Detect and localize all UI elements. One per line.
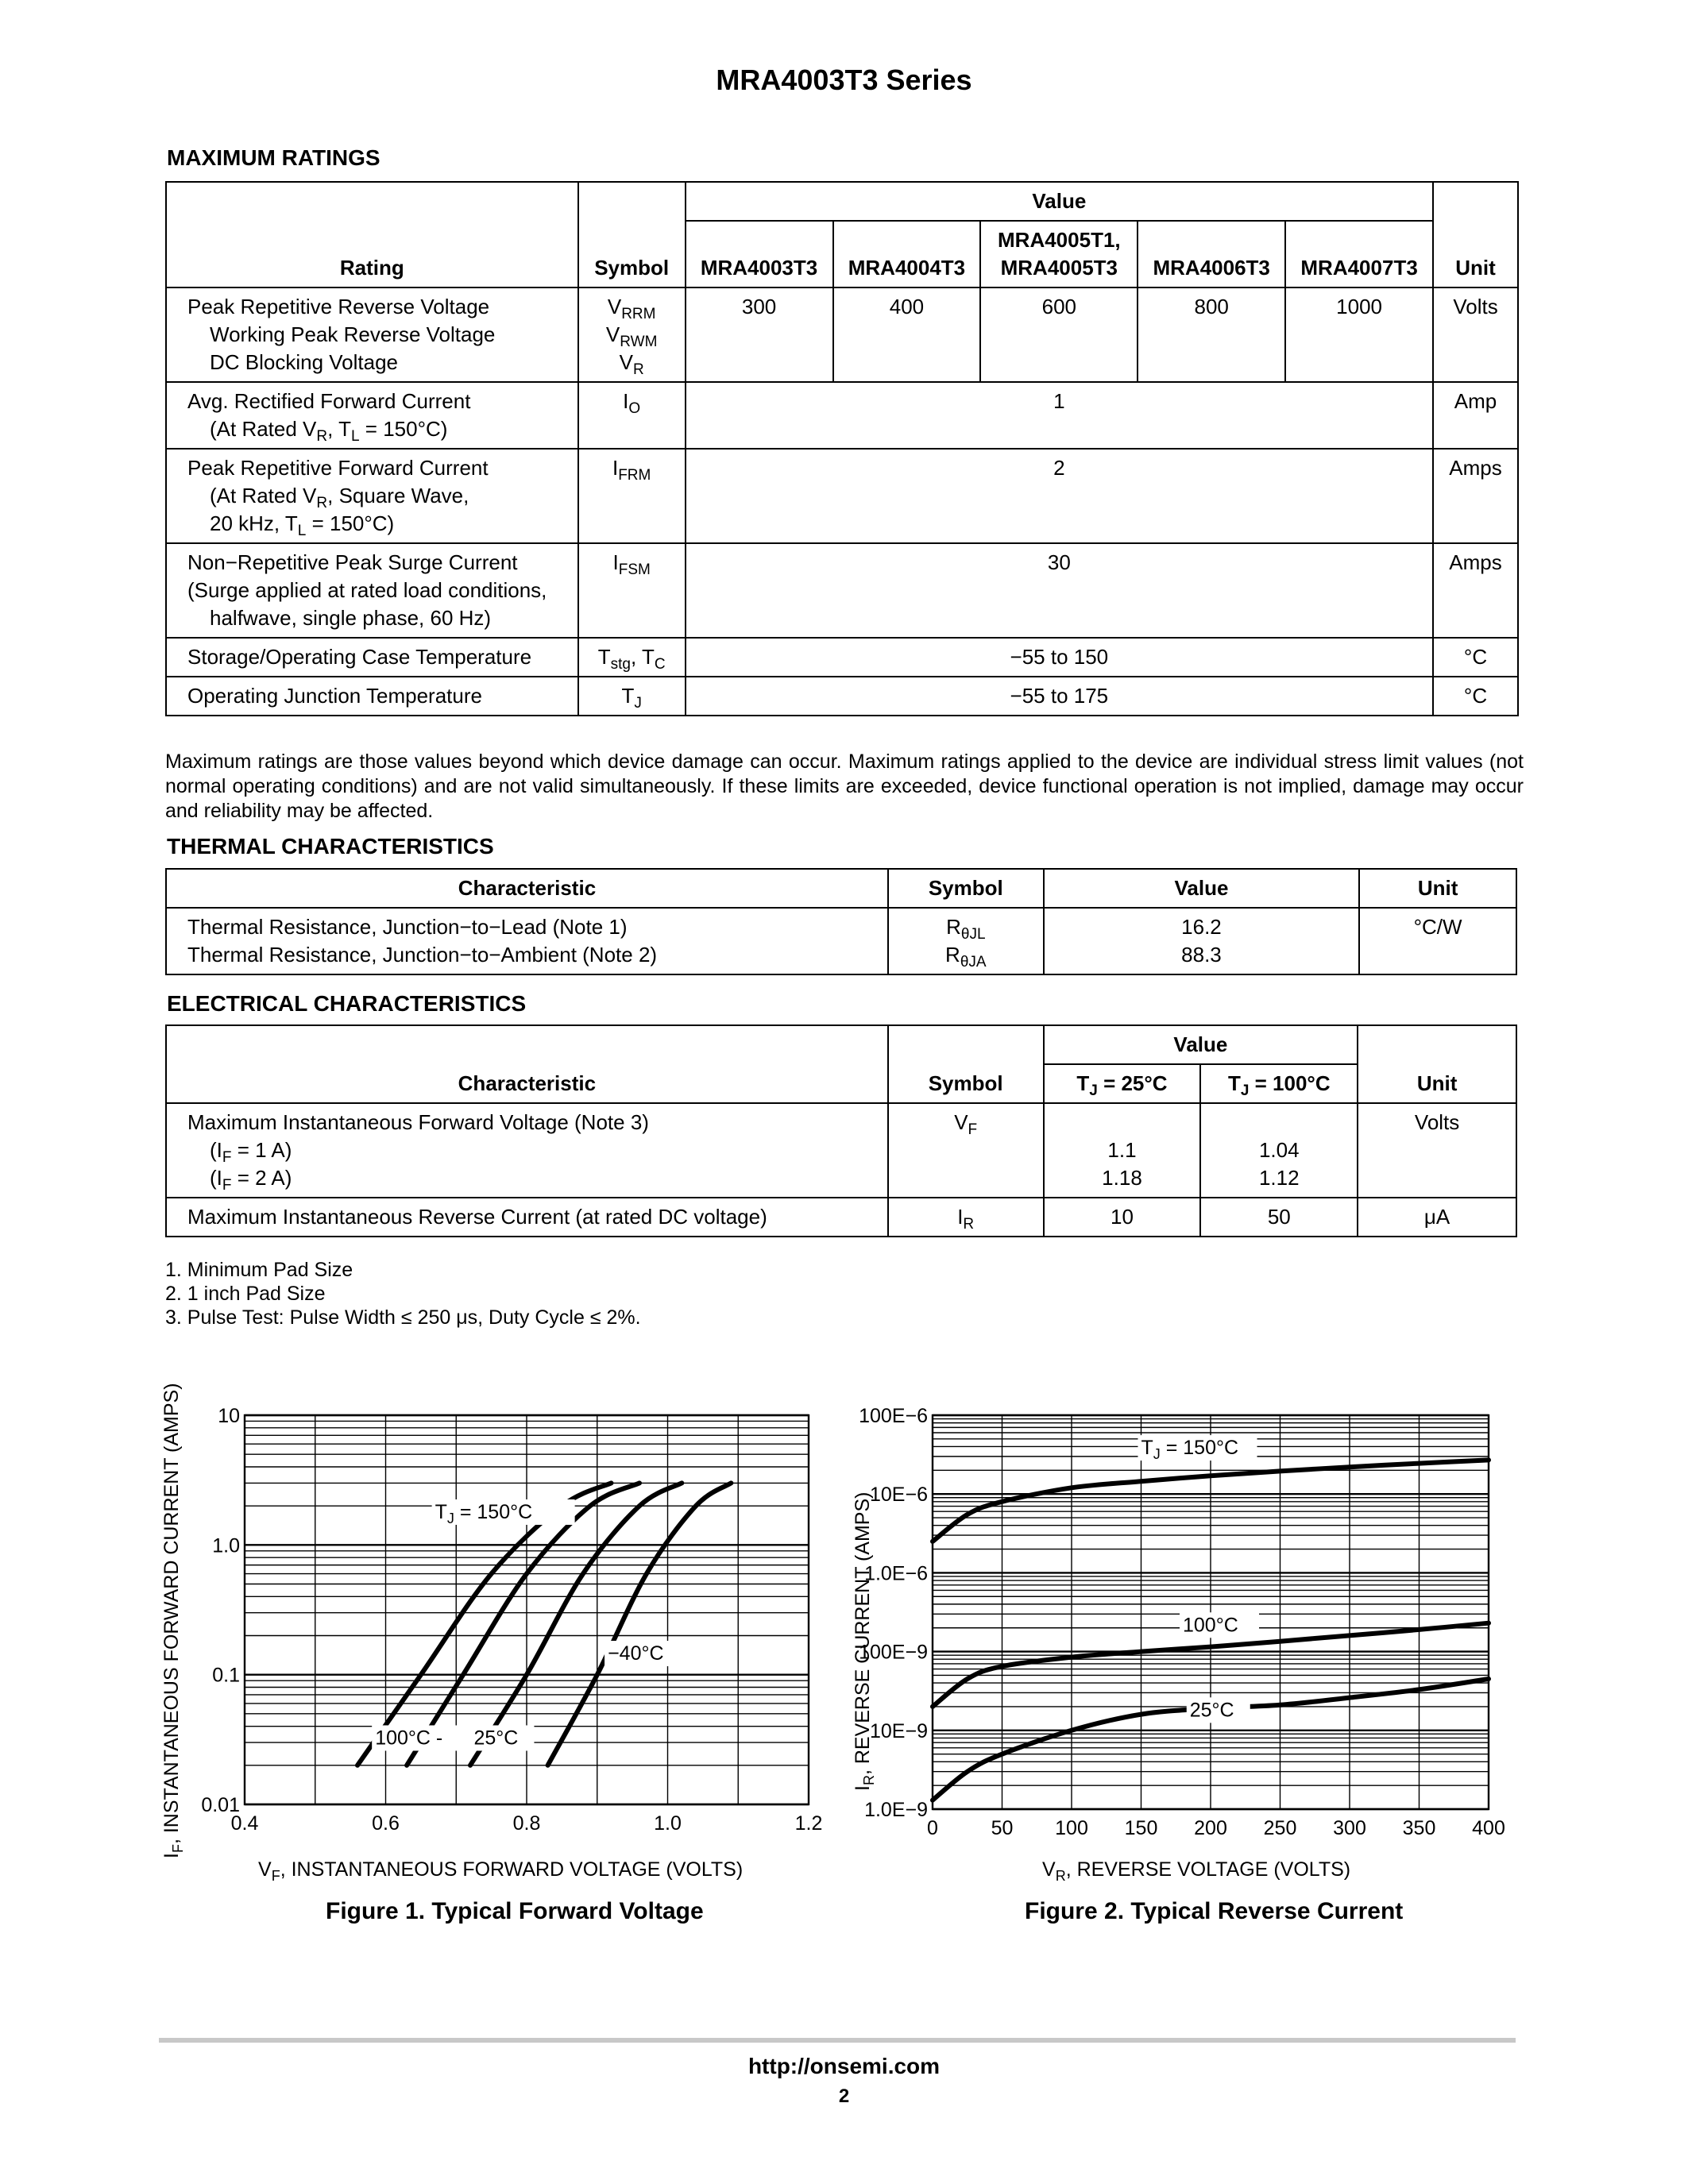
col-symbol: Symbol xyxy=(578,182,686,287)
max-ratings-table xyxy=(165,181,1519,716)
x-tick-label: 350 xyxy=(1402,1817,1436,1839)
table-row: Maximum Instantaneous Reverse Current (at rated DC voltage) $I_R$ 10 50 μA xyxy=(166,1198,1516,1237)
table-row: Peak Repetitive Reverse Voltage Working Peak Reverse Voltage DC Blocking Voltage $V_{RRM}$ $V_{RWM}$ $V_R$ 300 400 600 800 1000 Volts xyxy=(166,287,1518,382)
table-row: Avg. Rectified Forward Current (At Rated $V_R$, $T_L = 150^\circ C$) $I_O$ 1 Amp xyxy=(166,382,1518,449)
y-tick-label: 1.0 xyxy=(212,1534,240,1557)
max-ratings-heading: MAXIMUM RATINGS xyxy=(167,145,380,170)
col-unit: Unit xyxy=(1359,869,1516,908)
x-tick-label: 150 xyxy=(1124,1817,1158,1839)
max-ratings-note: Maximum ratings are those values beyond which device damage can occur. Maximum ratings applied to the device are individual stress limit values (not normal operating conditions) and are not valid simultaneously. If these limits are exceeded, device functional operation is not implied, damage may occur and reliability may be affected. xyxy=(165,751,1524,822)
figure-2-chart xyxy=(818,1350,1668,1890)
y-axis-label: $I_F$, INSTANTANEOUS FORWARD CURRENT (AMPS) xyxy=(160,1383,186,1858)
table-row: Non−Repetitive Peak Surge Current (Surge applied at rated load conditions, halfwave, single phase, 60 Hz) $I_{FSM}$ 30 Amps xyxy=(166,543,1518,638)
page-number: 2 xyxy=(838,2086,850,2107)
col-part: MRA4005T1, MRA4005T3 xyxy=(980,221,1138,287)
y-tick-label: 100E−9 xyxy=(859,1641,928,1664)
x-axis-label: $V_R$, REVERSE VOLTAGE (VOLTS) xyxy=(1042,1858,1351,1884)
y-tick-label: 1.0E−6 xyxy=(864,1562,928,1585)
x-tick-label: 50 xyxy=(991,1817,1014,1839)
y-tick-label: 10E−9 xyxy=(870,1719,928,1742)
series-line xyxy=(470,1483,682,1765)
x-tick-label: 400 xyxy=(1472,1817,1505,1839)
col-value: Value xyxy=(1044,869,1359,908)
annotation-label: $T_J = 150^\circ C$ xyxy=(435,1500,533,1526)
electrical-heading: ELECTRICAL CHARACTERISTICS xyxy=(167,991,527,1016)
annotation-label: 25°C xyxy=(1189,1699,1234,1722)
x-tick-label: 0.4 xyxy=(230,1812,259,1835)
y-tick-label: 100E−6 xyxy=(859,1405,928,1427)
y-tick-label: 1.0E−9 xyxy=(864,1799,928,1821)
figure-2-caption: Figure 2. Typical Reverse Current xyxy=(1025,1898,1404,1924)
y-tick-label: 10 xyxy=(218,1405,240,1427)
x-tick-label: 0 xyxy=(927,1817,938,1839)
col-unit: Unit xyxy=(1358,1025,1516,1103)
table-row: Storage/Operating Case Temperature $T_{stg}$, $T_C$ −55 to 150 °C xyxy=(166,638,1518,677)
footnotes xyxy=(165,1258,641,1329)
annotation-label: 100°C xyxy=(1183,1614,1238,1637)
footnote: 3. Pulse Test: Pulse Width ≤ 250 μs, Duty Cycle ≤ 2%. xyxy=(165,1306,641,1329)
annotation-label: 100°C - xyxy=(375,1727,443,1750)
col-rating: Rating xyxy=(166,182,578,287)
table-row: Operating Junction Temperature $T_J$ −55 to 175 °C xyxy=(166,677,1518,716)
thermal-heading: THERMAL CHARACTERISTICS xyxy=(167,834,494,859)
x-tick-label: 0.8 xyxy=(512,1812,541,1835)
footnote: 1. Minimum Pad Size xyxy=(165,1259,353,1281)
x-tick-label: 1.0 xyxy=(654,1812,682,1835)
annotation-label: −40°C xyxy=(608,1642,664,1665)
y-tick-label: 0.1 xyxy=(212,1664,240,1687)
col-symbol: Symbol xyxy=(888,869,1044,908)
x-tick-label: 300 xyxy=(1333,1817,1366,1839)
footer-rule xyxy=(159,2038,1516,2043)
footnote: 2. 1 inch Pad Size xyxy=(165,1283,326,1305)
x-axis-label: $V_F$, INSTANTANEOUS FORWARD VOLTAGE (VOLTS) xyxy=(258,1858,744,1884)
x-tick-label: 1.2 xyxy=(794,1812,823,1835)
series-line xyxy=(407,1483,639,1765)
table-row: Thermal Resistance, Junction−to−Lead (Note 1) Thermal Resistance, Junction−to−Ambient (Note 2) $R_{\theta JL}$ $R_{\theta JA}$ 16.2 88.3 °C/W xyxy=(166,908,1516,974)
col-characteristic: Characteristic xyxy=(166,1025,888,1103)
col-part: MRA4006T3 xyxy=(1138,221,1285,287)
x-tick-label: 200 xyxy=(1194,1817,1227,1839)
annotation-label: $T_J = 150^\circ C$ xyxy=(1141,1437,1239,1463)
x-tick-label: 0.6 xyxy=(372,1812,400,1835)
x-tick-label: 250 xyxy=(1263,1817,1297,1839)
col-unit: Unit xyxy=(1433,182,1518,287)
x-tick-label: 100 xyxy=(1055,1817,1088,1839)
col-part: MRA4007T3 xyxy=(1285,221,1433,287)
footer-url[interactable]: http://onsemi.com xyxy=(747,2054,941,2078)
y-tick-label: 0.01 xyxy=(201,1794,240,1816)
table-row: Peak Repetitive Forward Current (At Rated $V_R$, Square Wave, 20 kHz, $T_L = 150^\circ C$) $I_{FRM}$ 2 Amps xyxy=(166,449,1518,543)
figure-1-caption: Figure 1. Typical Forward Voltage xyxy=(326,1898,704,1924)
thermal-table xyxy=(165,868,1517,975)
col-value: Value xyxy=(686,182,1433,221)
col-part: MRA4004T3 xyxy=(833,221,981,287)
y-tick-label: 10E−6 xyxy=(870,1484,928,1507)
col-value: Value xyxy=(1044,1025,1358,1064)
annotation-label: 25°C xyxy=(473,1727,519,1750)
y-axis-label: $I_R$, REVERSE CURRENT (AMPS) xyxy=(852,1491,877,1791)
electrical-table xyxy=(165,1024,1517,1237)
table-row: Maximum Instantaneous Forward Voltage (Note 3) ($I_F = 1$ A) ($I_F = 2$ A) $V_F$ 1.1 1.18 1.04 1.12 Volts xyxy=(166,1103,1516,1198)
col-tj100: $T_J = 100^\circ C$ xyxy=(1200,1064,1358,1103)
figure-1-chart xyxy=(151,1350,850,1890)
series-line xyxy=(548,1483,732,1765)
col-tj25: $T_J = 25^\circ C$ xyxy=(1044,1064,1201,1103)
col-part: MRA4003T3 xyxy=(686,221,833,287)
page-title: MRA4003T3 Series xyxy=(716,64,972,96)
col-symbol: Symbol xyxy=(888,1025,1044,1103)
col-characteristic: Characteristic xyxy=(166,869,888,908)
